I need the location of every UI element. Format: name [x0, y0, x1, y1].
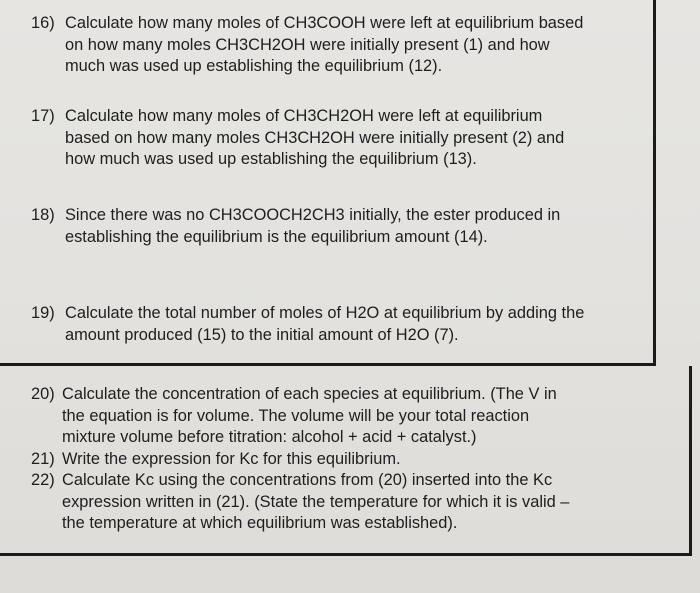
- question-16-line-1: 16) Calculate how many moles of CH3COOH were left at equilibrium based: [31, 13, 583, 35]
- question-number: 18): [31, 206, 55, 224]
- question-19-line-2: amount produced (15) to the initial amount of H2O (7).: [65, 325, 459, 344]
- question-20-line-1: 20) Calculate the concentration of each species at equilibrium. (The V in: [31, 384, 557, 406]
- question-17: [31, 106, 564, 171]
- question-17-line-1: 17) Calculate how many moles of CH3CH2OH were left at equilibrium: [31, 106, 564, 128]
- question-22-line-3: the temperature at which equilibrium was established).: [62, 514, 458, 532]
- question-22-line-2: expression written in (21). (State the temperature for which it is valid –: [62, 492, 570, 511]
- question-17-line-3: how much was used up establishing the equilibrium (13).: [65, 150, 477, 168]
- question-number: 16): [31, 14, 55, 32]
- question-19: [31, 303, 584, 346]
- question-19-line-1: 19) Calculate the total number of moles of H2O at equilibrium by adding the: [31, 303, 584, 325]
- question-number: 21): [31, 450, 55, 468]
- question-20-line-2: the equation is for volume. The volume will be your total reaction: [62, 406, 530, 425]
- question-17-line-2: based on how many moles CH3CH2OH were initially present (2) and: [65, 128, 565, 147]
- question-21: [31, 449, 401, 471]
- question-16: [31, 13, 583, 78]
- question-18-line-2: establishing the equilibrium is the equilibrium amount (14).: [65, 227, 488, 246]
- question-20: [31, 384, 557, 449]
- question-18: [31, 205, 560, 248]
- question-number: 19): [31, 304, 55, 322]
- question-21-line-1: 21) Write the expression for Kc for this equilibrium.: [31, 449, 401, 471]
- question-16-line-2: on how many moles CH3CH2OH were initially present (1) and how: [65, 35, 550, 54]
- question-22-line-1: 22) Calculate Kc using the concentrations from (20) inserted into the Kc: [31, 470, 569, 492]
- question-number: 20): [31, 385, 55, 403]
- question-20-line-3: mixture volume before titration: alcohol + acid + catalyst.): [62, 428, 477, 446]
- question-22: [31, 470, 569, 535]
- question-18-line-1: 18) Since there was no CH3COOCH2CH3 initially, the ester produced in: [31, 205, 560, 227]
- question-16-line-3: much was used up establishing the equilibrium (12).: [65, 57, 443, 75]
- question-number: 17): [31, 107, 55, 125]
- question-number: 22): [31, 471, 55, 489]
